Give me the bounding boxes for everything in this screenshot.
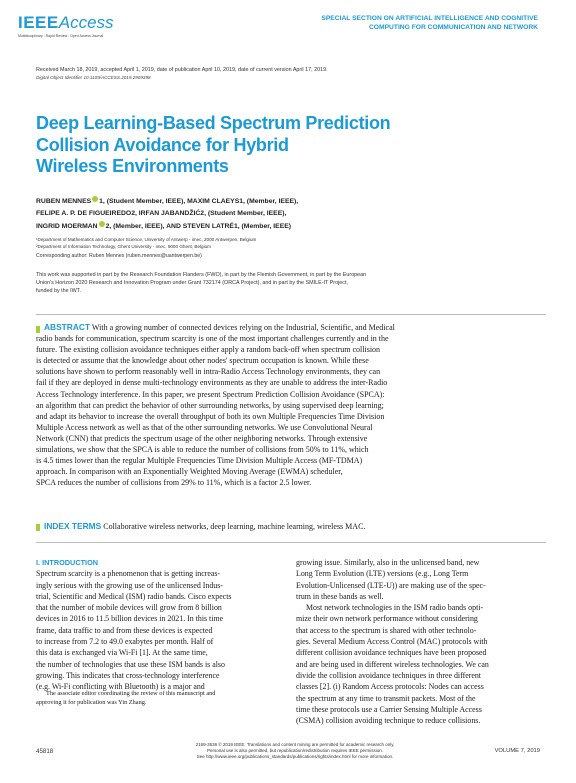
body-line: devices in 2016 to 11.5 billion devices in 2021. In this time: [36, 614, 224, 624]
author-line-3: INGRID MOERMAN 2, (Member, IEEE), AND STEVEN LATRÉ1, (Member, IEEE): [36, 222, 292, 230]
funding-line: This work was supported in part by the Research Foundation Flanders (FWO), in part by the Flemish Government, in part by the European: [36, 272, 367, 278]
divider-top: [36, 314, 546, 315]
title-line-1: Deep Learning-Based Spectrum Prediction: [36, 113, 391, 133]
author-line-2: FELIPE A. P. DE FIGUEIREDO2, IRFAN JABANDŽIĆ2, (Student Member, IEEE),: [36, 210, 287, 218]
abstract-line: Multiple Access network as well as that of the other surrounding networks. We use Convolutional Neural: [36, 422, 373, 432]
affiliations: [36, 236, 546, 250]
body-line: divide the collision avoidance techniques in three different: [296, 670, 482, 680]
abstract-line: simulations, we show that the SPCA is able to reduce the number of collisions from 50% to 11%, which: [36, 445, 369, 455]
abstract-line: radio bands for communication, spectrum scarcity is one of the most important challenges currently and in the: [36, 334, 389, 344]
copyright-line[interactable]: See http://www.ieee.org/publications_standards/publications/rights/index.html for more information.: [196, 754, 394, 759]
abstract-line: Network (CNN) that predicts the spectrum usage of the other neighboring networks. Through extensive: [36, 433, 368, 443]
abstract-line: fail if they are deployed in dense multi-technology environments as they are unable to address the inter-Radio: [36, 378, 388, 388]
corresponding-author: Corresponding author: Ruben Mennes (ruben.mennes@uantwerpen.be): [36, 253, 202, 259]
affiliation-2: ²Department of Information Technology, Ghent University - imec, 9000 Ghent, Belgium: [36, 244, 211, 249]
intro-left-column: [36, 557, 276, 693]
author-line-1: RUBEN MENNES 1, (Student Member, IEEE), MAXIM CLAEYS1, (Member, IEEE),: [36, 198, 299, 205]
page-number: 45818: [36, 748, 54, 755]
body-line: this data is exchanged via Wi-Fi [1]. At the same time,: [36, 648, 208, 658]
editor-footnote: [36, 690, 276, 707]
funding-line: funded by the IWT.: [36, 288, 81, 295]
affiliation-1: ¹Department of Mathematics and Computer Science, University of Antwerp - imec, 2000 Antwerpen, Belgium: [36, 237, 257, 242]
copyright-notice: [150, 742, 440, 760]
copyright-line: Personal use is also permitted, but republication/redistribution requires IEEE permission.: [206, 748, 384, 753]
ieee-access-logo: [18, 13, 114, 38]
body-line: and are being used in different wireless technologies. We can: [296, 659, 489, 669]
body-line: Most network technologies in the ISM radio bands opti-: [306, 603, 484, 613]
body-line: time these protocols use a Carrier Sensing Multiple Access: [296, 704, 482, 714]
title-line-2: Collision Avoidance for Hybrid: [36, 134, 289, 155]
body-line: to increase from 7.2 to 49.0 exabytes per month. Half of: [36, 637, 214, 647]
body-line: classes [2]. (i) Random Access protocols: Nodes can access: [296, 682, 484, 692]
funding-line: Union's Horizon 2020 Research and Innovation Program under Grant 732174 (ORCA Project), and in part by the SMILE-IT Project,: [36, 280, 348, 287]
abstract-text: [36, 322, 506, 488]
received-dates: Received March 18, 2019, accepted April 1, 2019, date of publication April 10, 2019, date of current version April 17, 2019.: [36, 67, 328, 73]
abstract-line-1: ABSTRACT With a growing number of connected devices relying on the Industrial, Scientific, and Medical: [36, 322, 506, 333]
body-line: ingly serious with the growing use of the unlicensed Indus-: [36, 580, 223, 590]
abstract-label: ABSTRACT: [44, 322, 91, 332]
body-line: Spectrum scarcity is a phenomenon that is getting increas-: [36, 569, 221, 579]
abstract-line: is 4.5 times lower than the regular Multiple Frequencies Time Division Multiple Access (MF-TDMA): [36, 456, 363, 466]
logo-ieee-text: IEEE: [18, 13, 59, 32]
intro-heading: I. INTRODUCTION: [36, 558, 99, 567]
index-terms-marker: [36, 524, 40, 531]
abstract-line: and adapt its behavior to increase the overall throughput of both its own Multiple Frequencies Time Division: [36, 411, 385, 421]
section-line-1: SPECIAL SECTION ON ARTIFICIAL INTELLIGENCE AND COGNITIVE: [321, 15, 538, 22]
body-line: the number of technologies that use these ISM bands is also: [36, 659, 225, 669]
body-line: that access to the spectrum is shared with other technolo-: [296, 625, 477, 635]
intro-right-column: [296, 557, 540, 726]
body-line: gies. Several Medium Access Control (MAC) protocols with: [296, 637, 488, 647]
doi-line: Digital Object Identifier 10.1109/ACCESS.2019.2909398: [36, 75, 151, 80]
body-line: the spectrum at any time to transmit packets. Most of the: [296, 693, 476, 703]
body-line: different collision avoidance techniques have been proposed: [296, 648, 487, 658]
body-line: trum in these bands as well.: [296, 591, 384, 601]
funding-statement: [36, 271, 506, 296]
orcid-icon[interactable]: [99, 221, 105, 227]
footnote-line: approving it for publication was Yin Zhang.: [36, 698, 147, 706]
orcid-icon[interactable]: [92, 196, 98, 202]
body-line: (e.g. Wi-Fi conflicting with Bluetooth) is a major and: [36, 682, 205, 692]
abstract-line: an algorithm that can predict the behavior of other surrounding networks, by using supervised deep learning;: [36, 400, 384, 410]
footnote-line: The associate editor coordinating the review of this manuscript and: [46, 690, 216, 697]
title-line-3: Wireless Environments: [36, 156, 229, 176]
body-line: frame, data traffic to and from these devices is expected: [36, 625, 213, 635]
logo-access-text: Access: [58, 13, 114, 32]
logo-tagline: Multidisciplinary : Rapid Review : Open Access Journal: [18, 34, 104, 38]
body-line: mize their own network performance without considering: [296, 614, 478, 624]
author-list: [36, 196, 546, 233]
index-terms-text: Collaborative wireless networks, deep learning, machine learning, wireless MAC.: [103, 522, 366, 531]
body-line: growing. This indicates that cross-technology interference: [36, 670, 220, 680]
abstract-line: SPCA reduces the number of collisions from 29% to 11%, which is a factor 2.5 lower.: [36, 478, 312, 488]
copyright-line: 2169-3536 © 2019 IEEE. Translations and content mining are permitted for academic research only.: [195, 742, 395, 747]
section-line-2: COMPUTING FOR COMMUNICATION AND NETWORK: [368, 24, 538, 31]
abstract-line: solutions have shown to perform reasonably well in intra-Radio Access Technology environments, they can: [36, 367, 381, 377]
body-line: Evolution-Unlicensed (LTE-U)) are making use of the spec-: [296, 580, 486, 590]
volume-label: VOLUME 7, 2019: [494, 748, 540, 754]
body-line: trial, Scientific and Medical (ISM) radio bands. Cisco expects: [36, 591, 232, 601]
body-line: (CSMA) collision avoiding technique to reduce collisions.: [296, 716, 481, 726]
index-terms-label: INDEX TERMS: [44, 521, 102, 531]
abstract-line: is detected or assume that the knowledge about other nodes' spectrum occupation is known. While these: [36, 356, 369, 366]
body-line: Long Term Evolution (LTE) versions (e.g., Long Term: [296, 569, 469, 579]
body-line: that the number of mobile devices will grow from 8 billion: [36, 603, 222, 613]
publication-dates: [36, 66, 546, 82]
divider-bottom: [36, 542, 546, 543]
index-terms: [36, 521, 546, 531]
abstract-line: approach. In comparison with an Exponentially Weighted Moving Average (EWMA) scheduler,: [36, 467, 343, 477]
body-line: growing issue. Similarly, also in the unlicensed band, new: [296, 558, 480, 567]
paper-title: [36, 113, 456, 178]
special-section-header: [238, 14, 538, 32]
abstract-line: Access Technology interference. In this paper, we present Spectrum Prediction Collision Avoidance (SPCA):: [36, 389, 385, 399]
abstract-line: future. The existing collision avoidance techniques either apply a random back-off when spectrum collision: [36, 345, 381, 355]
